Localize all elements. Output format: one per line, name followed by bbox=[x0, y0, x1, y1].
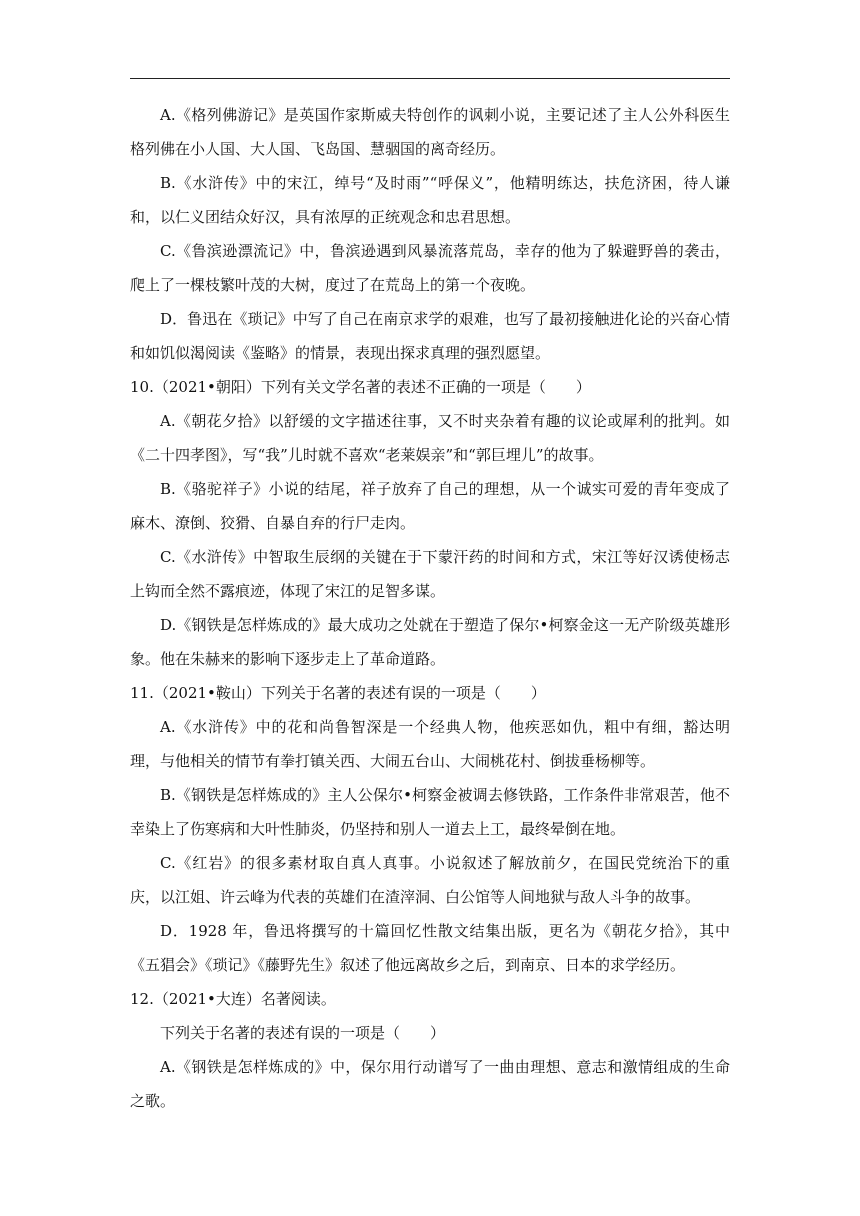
q11-option-a: A.《水浒传》中的花和尚鲁智深是一个经典人物，他疾恶如仇，粗中有细，豁达明理，与他相关的情节有拳打镇关西、大闹五台山、大闹桃花村、倒拔垂杨柳等。 bbox=[130, 718, 730, 770]
q11-option-d: D．1928 年，鲁迅将撰写的十篇回忆性散文结集出版，更名为《朝花夕拾》，其中《五猖会》《琐记》《藤野先生》叙述了他远离故乡之后，到南京、日本的求学经历。 bbox=[130, 922, 730, 974]
q11-option-b: B.《钢铁是怎样炼成的》主人公保尔•柯察金被调去修铁路，工作条件非常艰苦，他不幸染上了伤寒病和大叶性肺炎，仍坚持和别人一道去上工，最终晕倒在地。 bbox=[130, 786, 730, 838]
q9-option-a: A.《格列佛游记》是英国作家斯威夫特创作的讽刺小说，主要记述了主人公外科医生格列佛在小人国、大人国、飞岛国、慧骃国的离奇经历。 bbox=[130, 106, 730, 158]
q9-option-c: C.《鲁滨逊漂流记》中，鲁滨逊遇到风暴流落荒岛，幸存的他为了躲避野兽的袭击，爬上了一棵枝繁叶茂的大树，度过了在荒岛上的第一个夜晚。 bbox=[130, 242, 730, 294]
q12-sub-question: 下列关于名著的表述有误的一项是（ ） bbox=[160, 1024, 446, 1042]
q10-option-d: D.《钢铁是怎样炼成的》最大成功之处就在于塑造了保尔•柯察金这一无产阶级英雄形象。他在朱赫来的影响下逐步走上了革命道路。 bbox=[130, 616, 730, 668]
q9-option-b: B.《水浒传》中的宋江，绰号“及时雨”“呼保义”，他精明练达，扶危济困，待人谦和，以仁义团结众好汉，具有浓厚的正统观念和忠君思想。 bbox=[130, 174, 730, 226]
q12-stem: 12.（2021•大连）名著阅读。 bbox=[130, 990, 336, 1008]
q10-option-a: A.《朝花夕拾》以舒缓的文字描述往事，又不时夹杂着有趣的议论或犀利的批判。如《二十四孝图》，写“我”儿时就不喜欢“老莱娱亲”和“郭巨埋儿”的故事。 bbox=[130, 412, 730, 464]
q10-option-c: C.《水浒传》中智取生辰纲的关键在于下蒙汗药的时间和方式，宋江等好汉诱使杨志上钩而全然不露痕迹，体现了宋江的足智多谋。 bbox=[130, 548, 730, 600]
q11-stem: 11.（2021•鞍山）下列关于名著的表述有误的一项是（ ） bbox=[130, 684, 546, 702]
header-rule bbox=[130, 78, 730, 79]
q9-option-d: D．鲁迅在《琐记》中写了自己在南京求学的艰难，也写了最初接触进化论的兴奋心情和如饥似渴阅读《鉴略》的情景，表现出探求真理的强烈愿望。 bbox=[130, 310, 730, 362]
q10-stem: 10.（2021•朝阳）下列有关文学名著的表述不正确的一项是（ ） bbox=[130, 378, 591, 396]
q10-option-b: B.《骆驼祥子》小说的结尾，祥子放弃了自己的理想，从一个诚实可爱的青年变成了麻木、潦倒、狡猾、自暴自弃的行尸走肉。 bbox=[130, 480, 730, 532]
q12-option-a: A.《钢铁是怎样炼成的》中，保尔用行动谱写了一曲由理想、意志和激情组成的生命之歌。 bbox=[130, 1058, 730, 1110]
document-body bbox=[130, 98, 730, 1118]
q11-option-c: C.《红岩》的很多素材取自真人真事。小说叙述了解放前夕，在国民党统治下的重庆，以江姐、许云峰为代表的英雄们在渣滓洞、白公馆等人间地狱与敌人斗争的故事。 bbox=[130, 854, 730, 906]
